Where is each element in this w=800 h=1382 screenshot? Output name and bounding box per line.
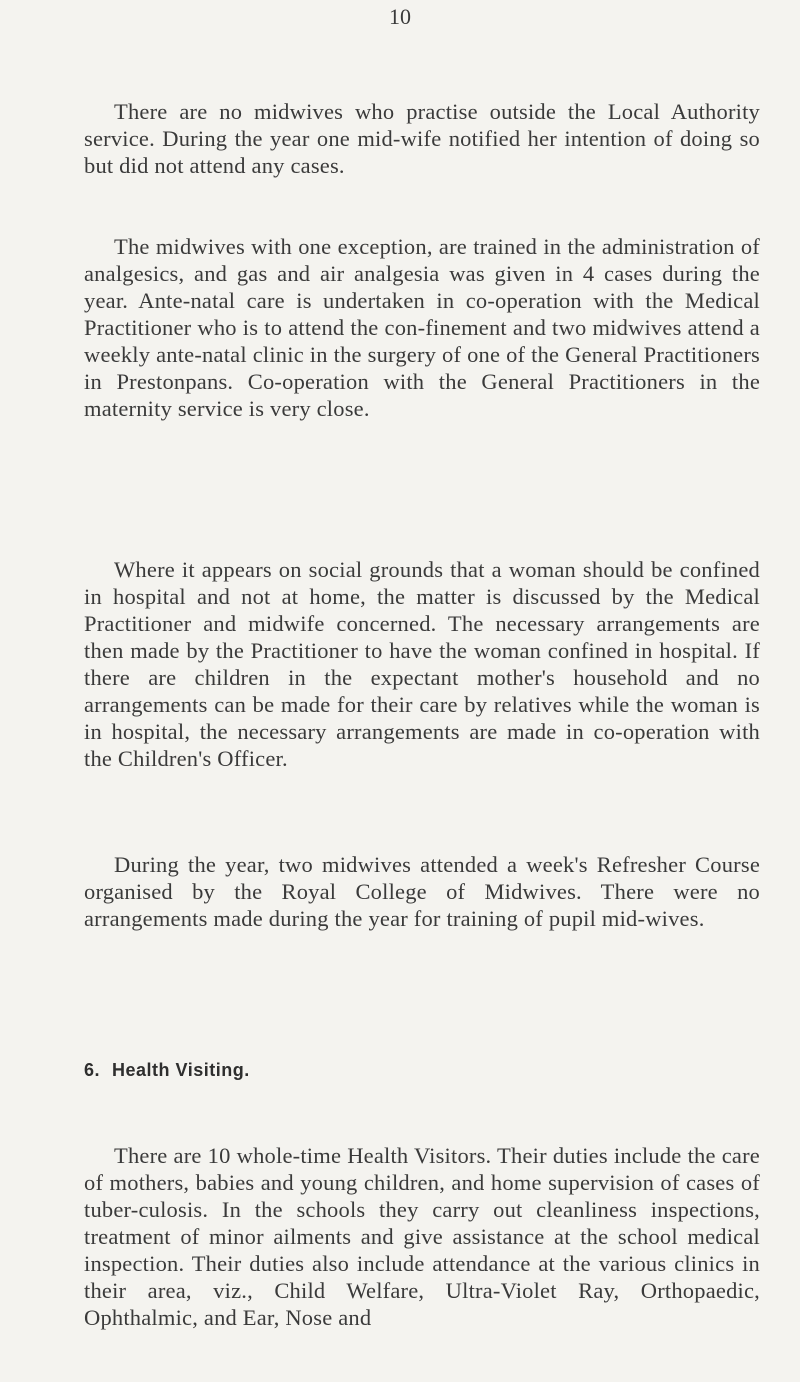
paragraph-refresher-course: During the year, two midwives attended a week's Refresher Course organised by the Royal College of Midwives. There were no arrangements made during the year for training of pupil mid-wives. [84,852,760,931]
paragraph-midwives-outside-service: There are no midwives who practise outside the Local Authority service. During the year one mid-wife notified her intention of doing so but did not attend any cases. [84,99,760,178]
section-title: Health Visiting. [112,1060,250,1080]
section-heading-health-visiting [84,1060,262,1081]
section-number: 6. [84,1060,101,1080]
paragraph-midwives-training: The midwives with one exception, are trained in the administration of analgesics, and gas and air analgesia was given in 4 cases during the year. Ante-natal care is undertaken in co-operation with the Medical Practitioner who is to attend the con-finement and two midwives attend a weekly ante-natal clinic in the surgery of one of the General Practitioners in Prestonpans. Co-operation with the General Practitioners in the maternity service is very close. [84,234,760,421]
paragraph-hospital-confinement: Where it appears on social grounds that a woman should be confined in hospital and not at home, the matter is discussed by the Medical Practitioner and midwife concerned. The necessary arrangements are then made by the Practitioner to have the woman confined in hospital. If there are children in the expectant mother's household and no arrangements can be made for their care by relatives while the woman is in hospital, the necessary arrangements are made in co-operation with the Children's Officer. [84,557,760,771]
page-number: 10 [389,4,411,29]
paragraph-health-visitors: There are 10 whole-time Health Visitors. Their duties include the care of mothers, babies and young children, and home supervision of cases of tuber-culosis. In the schools they carry out cleanliness inspections, treatment of minor ailments and give assistance at the school medical inspection. Their duties also include attendance at the various clinics in their area, viz., Child Welfare, Ultra-Violet Ray, Orthopaedic, Ophthalmic, and Ear, Nose and [84,1143,760,1330]
